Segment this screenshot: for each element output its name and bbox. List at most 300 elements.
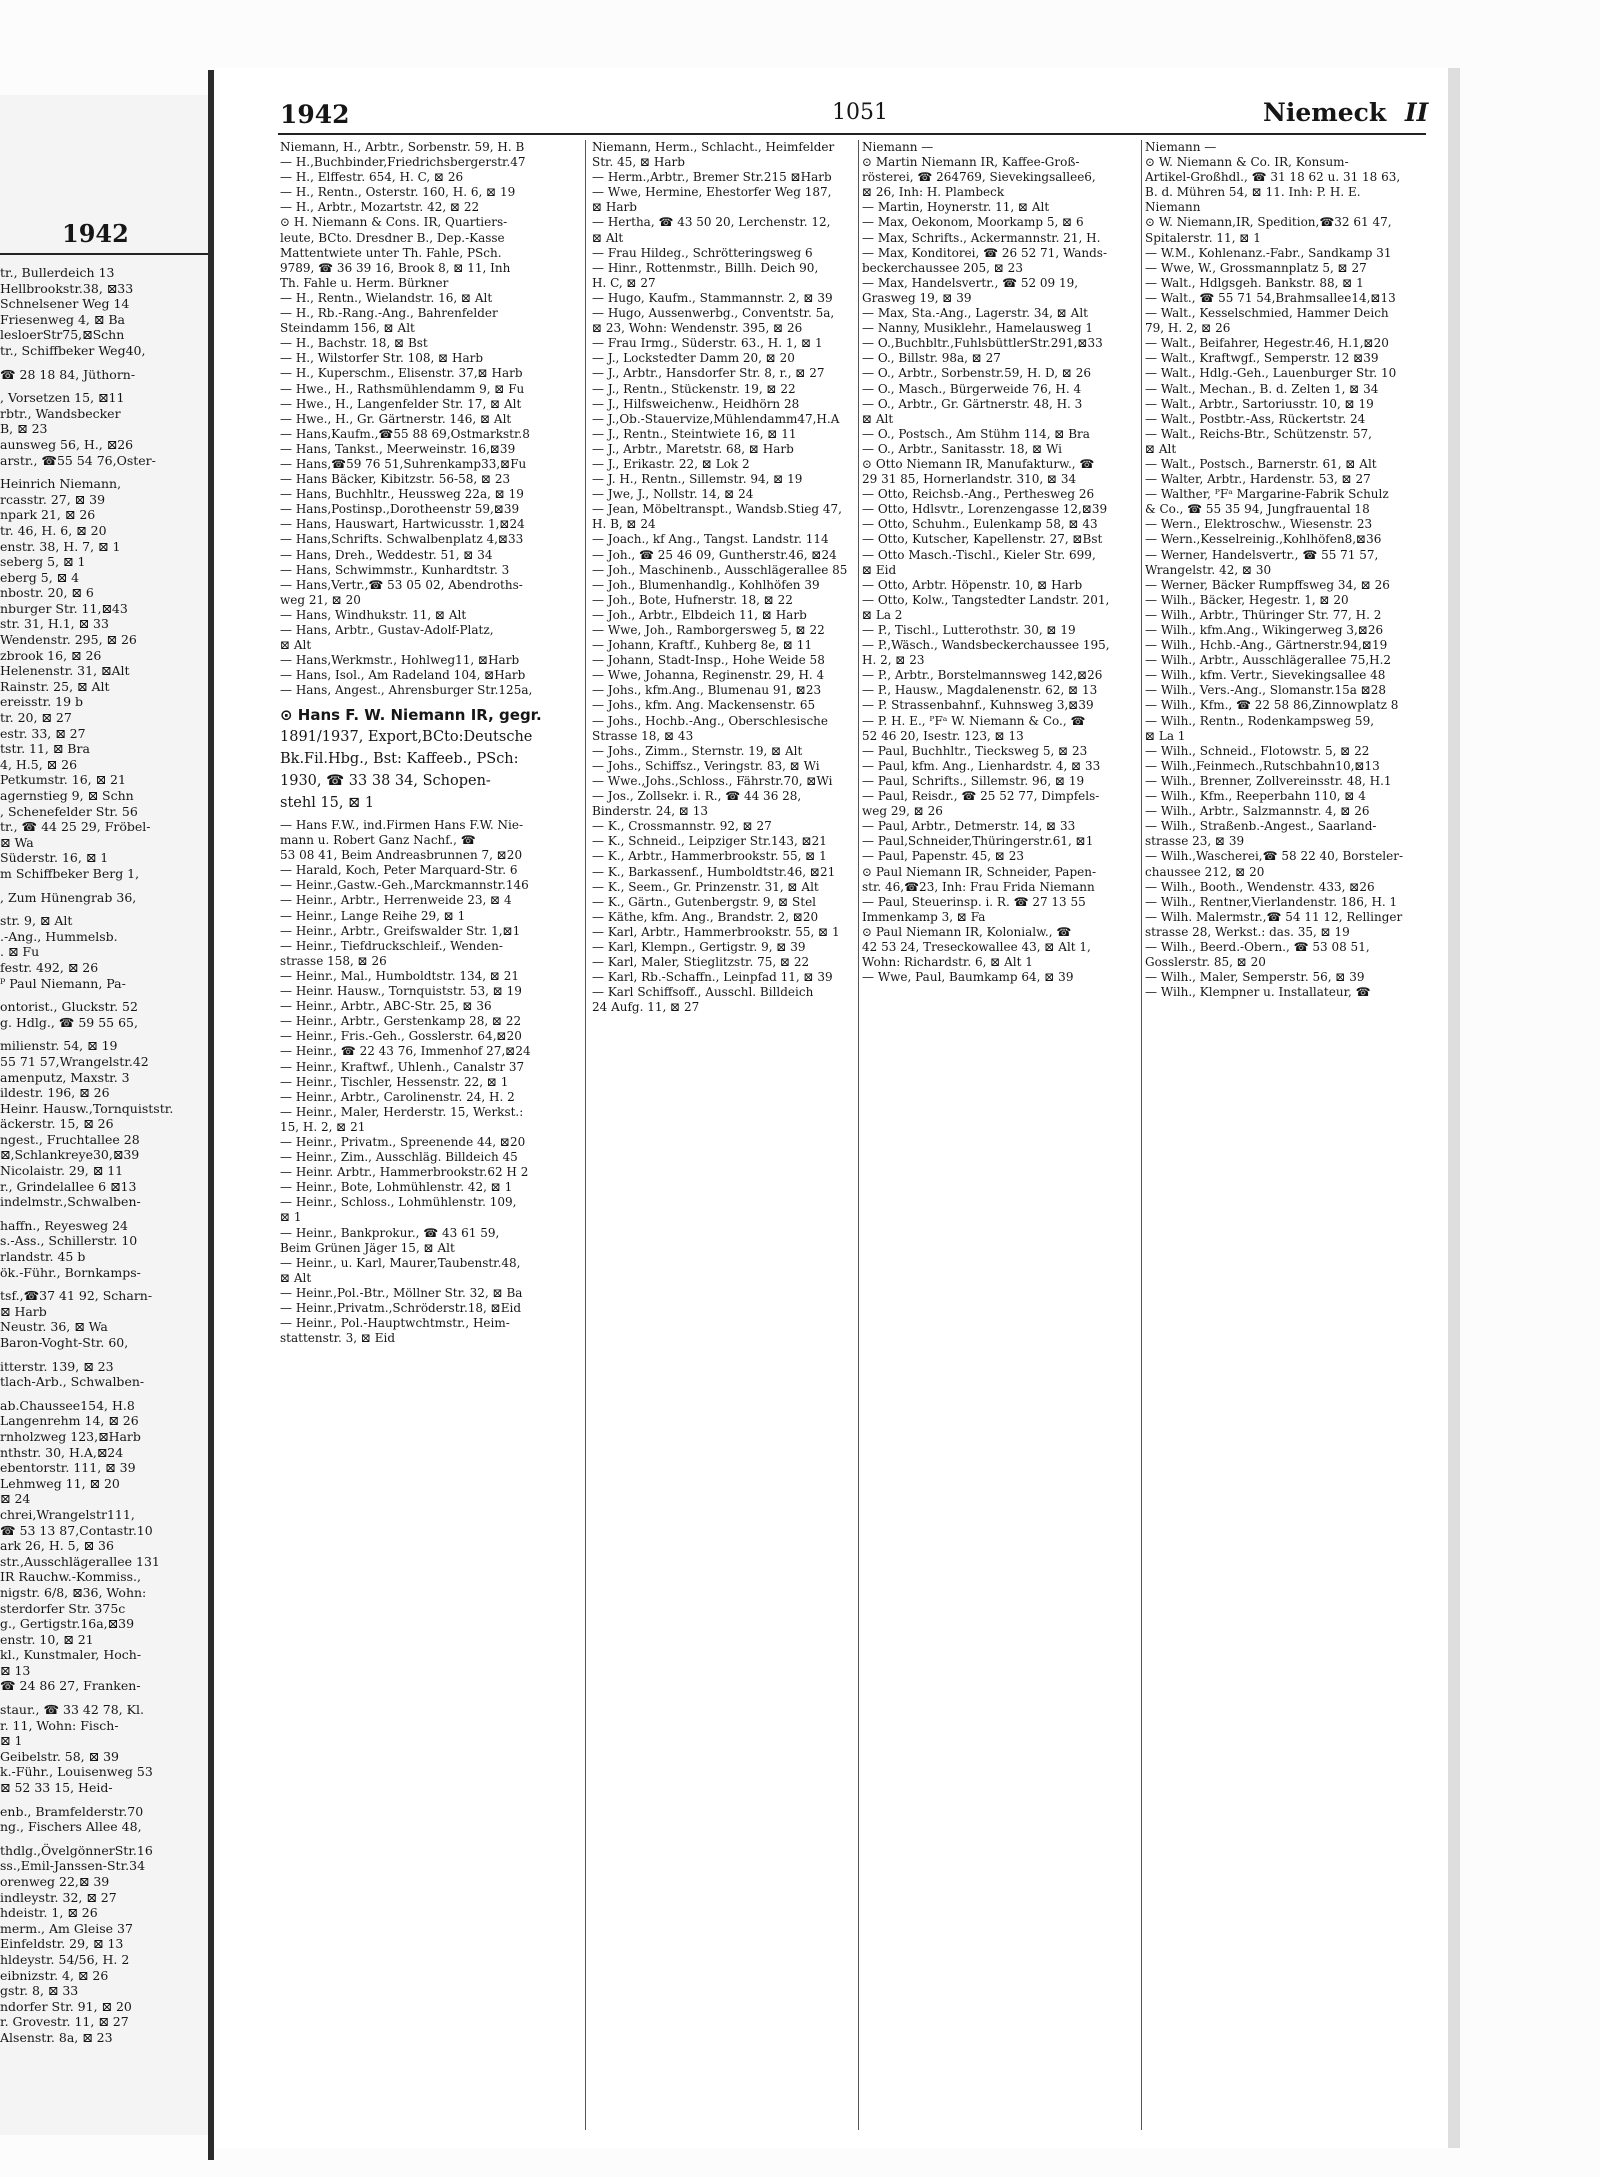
- directory-entry-line: g., Gertigstr.16a,⊠39: [0, 1616, 135, 1632]
- directory-entry-line: ⊠ Alt: [862, 411, 894, 426]
- directory-entry-line: — O., Arbtr., Sanitasstr. 18, ⊠ Wi: [862, 441, 1062, 456]
- directory-entry-line: — H., Rb.-Rang.-Ang., Bahrenfelder: [280, 306, 498, 321]
- directory-entry-line: — Hugo, Aussenwerbg., Conventstr. 5a,: [592, 306, 835, 321]
- directory-entry-line: — Hans, Isol., Am Radeland 104, ⊠Harb: [280, 668, 526, 683]
- directory-entry-line: — Hans F.W., ind.Firmen Hans F.W. Nie-: [280, 818, 524, 832]
- directory-entry-line: Mattentwiete unter Th. Fahle, PSch.: [280, 245, 502, 260]
- directory-entry-line: 42 53 24, Treseckowallee 43, ⊠ Alt 1,: [862, 939, 1091, 954]
- directory-entry-line: 4, H.5, ⊠ 26: [0, 756, 78, 772]
- directory-entry-line: — Frau Hildeg., Schrötteringsweg 6: [592, 245, 813, 260]
- directory-entry-line: — Max, Sta.-Ang., Lagerstr. 34, ⊠ Alt: [862, 306, 1089, 321]
- directory-entry-line: r. 11, Wohn: Fisch-: [0, 1717, 119, 1733]
- directory-entry-line: ndorfer Str. 91, ⊠ 20: [0, 1998, 132, 2014]
- directory-entry-line: ontorist., Gluckstr. 52: [0, 999, 138, 1015]
- directory-entry-line: — Karl, Klempn., Gertigstr. 9, ⊠ 39: [592, 939, 806, 954]
- directory-entry-line: — Wilh., Booth., Wendenstr. 433, ⊠26: [1145, 879, 1375, 894]
- directory-entry-line: , Vorsetzen 15, ⊠11: [0, 390, 125, 406]
- directory-entry-line: Wrangelstr. 42, ⊠ 30: [1145, 562, 1272, 577]
- directory-entry-line: 29 31 85, Hornerlandstr. 310, ⊠ 34: [862, 472, 1077, 487]
- directory-entry-line: — Wilh., Hchb.-Ang., Gärtnerstr.94,⊠19: [1145, 638, 1388, 653]
- directory-entry-line: eberg 5, ⊠ 4: [0, 569, 80, 585]
- directory-entry-line: indleystr. 32, ⊠ 27: [0, 1889, 117, 1905]
- directory-entry-line: beckerchaussee 205, ⊠ 23: [862, 260, 1023, 275]
- directory-entry-line: Wendenstr. 295, ⊠ 26: [0, 632, 137, 648]
- directory-entry-line: indelmstr.,Schwalben-: [0, 1194, 141, 1210]
- directory-entry-line: — Paul, Steuerinsp. i. R. ☎ 27 13 55: [862, 894, 1086, 909]
- directory-entry-line: — O., Arbtr., Gr. Gärtnerstr. 48, H. 3: [862, 396, 1083, 411]
- directory-entry-line: Wohn: Richardstr. 6, ⊠ Alt 1: [862, 955, 1033, 970]
- directory-entry-line: ⊙ W. Niemann,IR, Spedition,☎32 61 47,: [1145, 215, 1392, 230]
- directory-entry-line: enstr. 38, H. 7, ⊠ 1: [0, 538, 121, 554]
- running-head-roman: II: [1404, 98, 1429, 127]
- directory-entry-line: — Hans Bäcker, Kibitzstr. 56-58, ⊠ 23: [280, 472, 511, 487]
- directory-entry-line: — Hans,Werkmstr., Hohlweg11, ⊠Harb: [280, 653, 520, 668]
- directory-entry-line: Grasweg 19, ⊠ 39: [862, 290, 972, 305]
- directory-entry-line: H. 2, ⊠ 23: [862, 653, 925, 668]
- directory-entry-line: Niemann, Herm., Schlacht., Heimfelder: [592, 140, 835, 154]
- directory-entry-line: — Hwe., H., Gr. Gärtnerstr. 146, ⊠ Alt: [280, 411, 512, 426]
- directory-entry-line: 9789, ☎ 36 39 16, Brook 8, ⊠ 11, Inh: [280, 260, 511, 275]
- directory-entry-line: Niemann —: [862, 140, 934, 154]
- directory-entry-line: — Karl, Maler, Stieglitzstr. 75, ⊠ 22: [592, 955, 810, 970]
- directory-entry-line: — J. H., Rentn., Sillemstr. 94, ⊠ 19: [592, 472, 803, 487]
- directory-entry-line: 52 46 20, Isestr. 123, ⊠ 13: [862, 728, 1024, 743]
- directory-entry-line: [0, 359, 205, 367]
- directory-entry-line: eibnizstr. 4, ⊠ 26: [0, 1967, 109, 1983]
- directory-entry-line: ⊠ Wa: [0, 834, 34, 850]
- directory-entry-line: — Hans, Tankst., Meerweinstr. 16,⊠39: [280, 441, 516, 456]
- directory-entry-line: — W.M., Kohlenanz.-Fabr., Sandkamp 31: [1145, 245, 1392, 260]
- directory-entry-line: — Käthe, kfm. Ang., Brandstr. 2, ⊠20: [592, 909, 819, 924]
- directory-entry-line: — Jwe, J., Nollstr. 14, ⊠ 24: [592, 487, 754, 502]
- directory-entry-line: — Frau Irmg., Süderstr. 63., H. 1, ⊠ 1: [592, 336, 823, 351]
- directory-entry-line: leute, BCto. Dresdner B., Dep.-Kasse: [280, 230, 505, 245]
- directory-entry-line: — Wilh., Klempner u. Installateur, ☎: [1145, 985, 1371, 1000]
- directory-entry-line: — Walt., Postsch., Barnerstr. 61, ⊠ Alt: [1145, 456, 1377, 471]
- directory-entry-line: Artikel-Großhdl., ☎ 31 18 62 u. 31 18 63,: [1145, 170, 1401, 185]
- directory-entry-line: ebentorstr. 111, ⊠ 39: [0, 1460, 136, 1476]
- directory-entry-line: ss.,Emil-Janssen-Str.34: [0, 1858, 146, 1874]
- directory-entry-line: r. Grovestr. 11, ⊠ 27: [0, 2014, 129, 2030]
- directory-entry-line: — Heinr., Arbtr., Greifswalder Str. 1,⊠1: [280, 923, 521, 938]
- directory-entry-line: ök.-Führ., Bornkamps-: [0, 1264, 141, 1280]
- directory-entry-line: B. d. Mühren 54, ⊠ 11. Inh: P. H. E.: [1145, 185, 1361, 200]
- directory-entry-line: k.-Führ., Louisenweg 53: [0, 1764, 153, 1780]
- directory-entry-line: — Joh., ☎ 25 46 09, Guntherstr.46, ⊠24: [592, 547, 837, 562]
- directory-entry-line: — Wwe.,Johs.,Schloss., Fährstr.70, ⊠Wi: [592, 773, 833, 788]
- directory-entry-line: — J., Rentn., Stückenstr. 19, ⊠ 22: [592, 381, 796, 396]
- directory-entry-line: nthstr. 30, H.A,⊠24: [0, 1444, 124, 1460]
- directory-entry-line: staur., ☎ 33 42 78, Kl.: [0, 1702, 144, 1718]
- directory-entry-line: weg 29, ⊠ 26: [862, 804, 943, 819]
- directory-entry-line: — Heinr., Zim., Ausschläg. Billdeich 45: [280, 1150, 518, 1165]
- directory-entry-line: ⊙ Martin Niemann IR, Kaffee-Groß-: [862, 155, 1080, 170]
- directory-entry-line: amenputz, Maxstr. 3: [0, 1069, 130, 1085]
- directory-entry-line: [0, 991, 205, 999]
- directory-entry-line: — Heinr., Maler, Herderstr. 15, Werkst.:: [280, 1104, 524, 1119]
- directory-entry-line: — P. H. E., ᴾFᵃ W. Niemann & Co., ☎: [862, 713, 1086, 728]
- directory-entry-line: , Schenefelder Str. 56: [0, 803, 138, 819]
- directory-entry-line: ngest., Fruchtallee 28: [0, 1131, 140, 1147]
- book-gutter: [208, 70, 214, 2160]
- directory-entry-line: — Wwe, Hermine, Ehestorfer Weg 187,: [592, 185, 832, 200]
- directory-entry-line: tr., Schiffbeker Weg40,: [0, 342, 146, 358]
- directory-entry-line: ☎ 53 13 87,Contastr.10: [0, 1522, 153, 1538]
- directory-entry-line: — Walt., Beifahrer, Hegestr.46, H.1,⊠20: [1145, 336, 1389, 351]
- directory-entry-line: ⊙ Paul Niemann IR, Kolonialw., ☎: [862, 924, 1072, 939]
- directory-entry-line: ⊠,Schlankreye30,⊠39: [0, 1147, 140, 1163]
- directory-entry-line: Friesenweg 4, ⊠ Ba: [0, 311, 125, 327]
- directory-entry-line: tr. 46, H. 6, ⊠ 20: [0, 522, 107, 538]
- page-number: 1051: [832, 100, 888, 125]
- directory-entry-line: sterdorfer Str. 375c: [0, 1600, 126, 1616]
- directory-entry-line: ⊠ La 2: [862, 607, 903, 622]
- directory-entry-line: — Walt., Hdlg.-Geh., Lauenburger Str. 10: [1145, 366, 1397, 381]
- directory-entry-line: g. Hdlg., ☎ 59 55 65,: [0, 1014, 138, 1030]
- directory-entry-line: hdeistr. 1, ⊠ 26: [0, 1905, 98, 1921]
- directory-entry-line: ark 26, H. 5, ⊠ 36: [0, 1538, 114, 1554]
- directory-entry-line: zbrook 16, ⊠ 26: [0, 647, 102, 663]
- directory-entry-line: tsf.,☎37 41 92, Scharn-: [0, 1288, 153, 1304]
- directory-entry-line: merm., Am Gleise 37: [0, 1920, 133, 1936]
- directory-entry-line: 55 71 57,Wrangelstr.42: [0, 1053, 149, 1069]
- directory-entry-line: H. B, ⊠ 24: [592, 517, 656, 532]
- directory-entry-line: arstr., ☎55 54 76,Oster-: [0, 452, 156, 468]
- directory-entry-line: Str. 45, ⊠ Harb: [592, 155, 685, 170]
- directory-entry-line: enstr. 10, ⊠ 21: [0, 1631, 94, 1647]
- directory-entry-line: — Heinr., Lange Reihe 29, ⊠ 1: [280, 908, 466, 923]
- directory-entry-line: — Johann, Stadt-Insp., Hohe Weide 58: [592, 653, 825, 668]
- directory-entry-line: [0, 1030, 205, 1038]
- directory-entry-line: — Paul,Schneider,Thüringerstr.61, ⊠1: [862, 834, 1094, 849]
- directory-entry-line: ☎ 24 86 27, Franken-: [0, 1678, 141, 1694]
- directory-entry-line: [0, 1694, 205, 1702]
- directory-entry-line: — Wwe, W., Grossmannplatz 5, ⊠ 27: [1145, 260, 1367, 275]
- directory-entry-line: Beim Grünen Jäger 15, ⊠ Alt: [280, 1240, 455, 1255]
- directory-entry-line: — H., Arbtr., Mozartstr. 42, ⊠ 22: [280, 200, 480, 215]
- directory-entry-line: orenweg 22,⊠ 39: [0, 1874, 110, 1889]
- directory-entry-line: ⊠ 24: [0, 1491, 31, 1507]
- directory-entry-line: Neustr. 36, ⊠ Wa: [0, 1319, 108, 1335]
- directory-entry-line: ⊠ La 1: [1145, 728, 1186, 743]
- directory-entry-line: enb., Bramfelderstr.70: [0, 1803, 144, 1819]
- directory-entry-line: & Co., ☎ 55 35 94, Jungfrauental 18: [1145, 502, 1370, 517]
- directory-entry-line: — Wilh., Maler, Semperstr. 56, ⊠ 39: [1145, 970, 1365, 985]
- directory-entry-line: Immenkamp 3, ⊠ Fa: [862, 909, 986, 924]
- directory-entry-line: Schnelsener Weg 14: [0, 296, 130, 312]
- directory-entry-line: — Jos., Zollsekr. i. R., ☎ 44 36 28,: [592, 789, 802, 804]
- directory-entry-line: estr. 33, ⊠ 27: [0, 725, 86, 741]
- directory-entry-line: Alsenstr. 8a, ⊠ 23: [0, 2029, 113, 2045]
- directory-entry-line: tr. 20, ⊠ 27: [0, 710, 72, 726]
- directory-entry-line: strasse 23, ⊠ 39: [1145, 834, 1245, 849]
- directory-entry-line: lesloerStr75,⊠Schn: [0, 327, 125, 343]
- directory-entry-line: — Max, Oekonom, Moorkamp 5, ⊠ 6: [862, 215, 1084, 230]
- directory-entry-line: Langenrehm 14, ⊠ 26: [0, 1413, 139, 1429]
- directory-entry-line: — Heinr., ☎ 22 43 76, Immenhof 27,⊠24: [280, 1044, 531, 1059]
- directory-entry-line: — K., Arbtr., Hammerbrookstr. 55, ⊠ 1: [592, 849, 827, 864]
- directory-entry-line: npark 21, ⊠ 26: [0, 507, 96, 523]
- directory-entry-line: — Paul, kfm. Ang., Lienhardstr. 4, ⊠ 33: [862, 758, 1101, 773]
- directory-entry-line: ng., Fischers Allee 48,: [0, 1819, 142, 1835]
- directory-entry-line: — Joh., Blumenhandlg., Kohlhöfen 39: [592, 577, 820, 592]
- directory-entry-line: — Hans,☎59 76 51,Suhrenkamp33,⊠Fu: [280, 456, 527, 471]
- directory-entry-line: — Hwe., H., Rathsmühlendamm 9, ⊠ Fu: [280, 381, 525, 396]
- directory-entry-line: — Heinr., Privatm., Spreenende 44, ⊠20: [280, 1134, 526, 1149]
- directory-entry-line: — O., Arbtr., Sorbenstr.59, H. D, ⊠ 26: [862, 366, 1092, 381]
- directory-entry-line: [0, 468, 205, 476]
- directory-entry-line: rcasstr. 27, ⊠ 39: [0, 491, 106, 507]
- directory-entry-line: chaussee 212, ⊠ 20: [1145, 864, 1265, 879]
- directory-entry-line: stehl 15, ⊠ 1: [280, 795, 375, 811]
- directory-entry-line: str. 31, H.1, ⊠ 33: [0, 616, 109, 632]
- directory-entry-line: ⊙ W. Niemann & Co. IR, Konsum-: [1145, 155, 1349, 170]
- directory-entry-line: 1891/1937, Export,BCto:Deutsche: [280, 729, 533, 745]
- directory-entry-line: — Wilh., Schneid., Flotowstr. 5, ⊠ 22: [1145, 743, 1370, 758]
- header-rule: [278, 133, 1426, 135]
- directory-entry-line: — Hans, Dreh., Weddestr. 51, ⊠ 34: [280, 547, 493, 562]
- directory-entry-line: — Wern., Elektroschw., Wiesenstr. 23: [1145, 517, 1373, 532]
- directory-entry-line: — Walther, ᴾFᵃ Margarine-Fabrik Schulz: [1145, 487, 1389, 502]
- directory-column-1: [280, 140, 570, 700]
- directory-entry-line: — Max, Handelsvertr., ☎ 52 09 19,: [862, 275, 1079, 290]
- directory-entry-line: str.,Ausschlägerallee 131: [0, 1553, 160, 1569]
- directory-column-3: [862, 140, 1148, 2130]
- directory-entry-line: [0, 1280, 205, 1288]
- directory-entry-line: — Wilh., kfm.Ang., Wikingerweg 3,⊠26: [1145, 623, 1384, 637]
- directory-entry-line: — Wern.,Kesselreinig.,Kohlhöfen8,⊠36: [1145, 532, 1382, 547]
- directory-entry-line: — P., Hausw., Magdalenenstr. 62, ⊠ 13: [862, 683, 1098, 698]
- directory-entry-line: — P.,Wäsch., Wandsbeckerchaussee 195,: [862, 638, 1110, 653]
- directory-entry-line: str. 9, ⊠ Alt: [0, 913, 73, 929]
- directory-column-4: [1145, 140, 1430, 2130]
- directory-entry-line: — H.,Buchbinder,Friedrichsbergerstr.47: [280, 155, 526, 170]
- directory-entry-line: — Heinr.,Pol.-Btr., Möllner Str. 32, ⊠ Ba: [280, 1285, 523, 1300]
- directory-entry-line: ⊠ 1: [280, 1210, 302, 1225]
- directory-entry-line: — Wilh., Rentner,Vierlandenstr. 186, H. 1: [1145, 894, 1398, 909]
- directory-entry-line: — Heinr., u. Karl, Maurer,Taubenstr.48,: [280, 1255, 521, 1270]
- directory-entry-line: — H., Kuperschm., Elisenstr. 37,⊠ Harb: [280, 366, 523, 381]
- directory-entry-line: — Wilh., Bäcker, Hegestr. 1, ⊠ 20: [1145, 592, 1349, 607]
- directory-entry-line: — Wilh., Kfm., Reeperbahn 110, ⊠ 4: [1145, 789, 1366, 804]
- directory-entry-line: — Joh., Arbtr., Elbdeich 11, ⊠ Harb: [592, 607, 807, 622]
- directory-entry-line: — Hugo, Kaufm., Stammannstr. 2, ⊠ 39: [592, 290, 833, 305]
- directory-entry-line: Steindamm 156, ⊠ Alt: [280, 321, 415, 336]
- directory-entry-line: Baron-Voght-Str. 60,: [0, 1335, 129, 1350]
- running-head-name: Niemeck: [1263, 98, 1387, 127]
- directory-entry-line: — Wwe, Johanna, Reginenstr. 29, H. 4: [592, 668, 825, 683]
- directory-entry-line: ⊠ Harb: [0, 1303, 47, 1319]
- directory-entry-line: — Hertha, ☎ 43 50 20, Lerchenstr. 12,: [592, 215, 831, 230]
- directory-entry-line: nigstr. 6/8, ⊠36, Wohn:: [0, 1584, 147, 1600]
- directory-entry-line: — Heinr.,Privatm.,Schröderstr.18, ⊠Eid: [280, 1301, 522, 1315]
- directory-entry-line: ⊠ 23, Wohn: Wendenstr. 395, ⊠ 26: [592, 321, 803, 336]
- directory-entry-line: ⊠ Alt: [280, 638, 312, 653]
- directory-entry-line: — Otto, Arbtr. Höpenstr. 10, ⊠ Harb: [862, 577, 1083, 592]
- directory-entry-line: Hellbrookstr.38, ⊠33: [0, 280, 134, 296]
- directory-entry-line: — H., Bachstr. 18, ⊠ Bst: [280, 336, 428, 351]
- directory-entry-line: ⊙ Otto Niemann IR, Manufakturw., ☎: [862, 456, 1095, 471]
- directory-entry-line: — Heinr.,Gastw.-Geh.,Marckmannstr.146: [280, 878, 529, 893]
- directory-entry-line: — H., Rentn., Wielandstr. 16, ⊠ Alt: [280, 290, 493, 305]
- directory-entry-line: — Hans,Vertr.,☎ 53 05 02, Abendroths-: [280, 577, 523, 592]
- directory-entry-line: Geibelstr. 58, ⊠ 39: [0, 1748, 119, 1764]
- page-year: 1942: [280, 100, 350, 129]
- directory-entry-line: — Harald, Koch, Peter Marquard-Str. 6: [280, 863, 518, 878]
- directory-entry-line: — Joach., kf Ang., Tangst. Landstr. 114: [592, 532, 829, 547]
- directory-entry-line: 15, H. 2, ⊠ 21: [280, 1119, 366, 1134]
- directory-entry-line: hldeystr. 54/56, H. 2: [0, 1951, 130, 1967]
- directory-entry-line: — Heinr., Arbtr., ABC-Str. 25, ⊠ 36: [280, 999, 492, 1014]
- directory-entry-line: Th. Fahle u. Herm. Bürkner: [280, 275, 449, 290]
- directory-entry-line: Strasse 18, ⊠ 43: [592, 728, 694, 743]
- column-rule-1: [585, 140, 586, 2130]
- directory-entry-line: [0, 1390, 205, 1398]
- directory-entry-line: — Walt., Arbtr., Sartoriusstr. 10, ⊠ 19: [1145, 396, 1374, 411]
- directory-entry-line: — Wilh., Kfm., ☎ 22 58 86,Zinnowplatz 8: [1145, 698, 1399, 713]
- directory-entry-line: — Hans, Schwimmstr., Kunhardtstr. 3: [280, 562, 510, 577]
- directory-entry-line: — Heinr., Arbtr., Gerstenkamp 28, ⊠ 22: [280, 1014, 522, 1029]
- directory-entry-line: [0, 1210, 205, 1218]
- directory-entry-line: — J., Hilfsweichenw., Heidhörn 28: [592, 396, 800, 411]
- directory-entry-line: — Hans,Schrifts. Schwalbenplatz 4,⊠33: [280, 532, 524, 547]
- directory-entry-line: — Walt., Kraftwgf., Semperstr. 12 ⊠39: [1145, 351, 1379, 366]
- page-edge-shadow: [1448, 68, 1460, 2148]
- directory-entry-line: — K., Gärtn., Gutenbergstr. 9, ⊠ Stel: [592, 894, 817, 909]
- directory-entry-line: weg 21, ⊠ 20: [280, 592, 361, 607]
- directory-entry-line: — H., Rentn., Osterstr. 160, H. 6, ⊠ 19: [280, 185, 516, 200]
- directory-entry-line: — Nanny, Musiklehr., Hamelausweg 1: [862, 321, 1094, 336]
- directory-entry-line: — Heinr., Fris.-Geh., Gosslerstr. 64,⊠20: [280, 1029, 522, 1044]
- left-page-rule: [0, 253, 209, 255]
- directory-entry-line: — Walt., Mechan., B. d. Zelten 1, ⊠ 34: [1145, 381, 1379, 396]
- directory-entry-line: .-Ang., Hummelsb.: [0, 928, 118, 944]
- directory-entry-line: — Heinr., Bote, Lohmühlenstr. 42, ⊠ 1: [280, 1180, 513, 1195]
- directory-entry-line: — Heinr., Mal., Humboldtstr. 134, ⊠ 21: [280, 968, 520, 983]
- directory-entry-line: — K., Seem., Gr. Prinzenstr. 31, ⊠ Alt: [592, 879, 819, 894]
- directory-entry-line: — Otto, Hdlsvtr., Lorenzengasse 12,⊠39: [862, 502, 1108, 517]
- directory-entry-line: äckerstr. 15, ⊠ 26: [0, 1116, 114, 1132]
- directory-entry-line: — Wwe, Paul, Baumkamp 64, ⊠ 39: [862, 970, 1074, 985]
- directory-entry-line: rösterei, ☎ 264769, Sievekingsallee6,: [862, 170, 1096, 185]
- directory-entry-line: — Paul, Papenstr. 45, ⊠ 23: [862, 849, 1024, 864]
- directory-entry-line: — O., Masch., Bürgerweide 76, H. 4: [862, 381, 1082, 396]
- directory-entry-line: — Jean, Möbeltranspt., Wandsb.Stieg 47,: [592, 502, 842, 517]
- directory-entry-line: [280, 698, 570, 700]
- directory-entry-line: Binderstr. 24, ⊠ 13: [592, 804, 708, 819]
- directory-entry-line: ereisstr. 19 b: [0, 694, 84, 710]
- directory-entry-line: Spitalerstr. 11, ⊠ 1: [1145, 230, 1261, 245]
- directory-entry-line: ᴾ Paul Niemann, Pa-: [0, 975, 126, 991]
- directory-entry-line: — Wilh., Arbtr., Thüringer Str. 77, H. 2: [1145, 607, 1382, 622]
- highlighted-entry: [280, 704, 570, 814]
- directory-entry-line: — Max, Konditorei, ☎ 26 52 71, Wands-: [862, 245, 1108, 260]
- directory-entry-line: — Hans, Hauswart, Hartwicusstr. 1,⊠24: [280, 517, 525, 532]
- directory-entry-line: m Schiffbeker Berg 1,: [0, 865, 140, 881]
- directory-entry-line: Heinrich Niemann,: [0, 476, 122, 492]
- directory-entry-line: — J.,Ob.-Stauervize,Mühlendamm47,H.A: [592, 411, 840, 426]
- directory-entry-line: — J., Lockstedter Damm 20, ⊠ 20: [592, 351, 795, 366]
- directory-entry-line: — Hans,Postinsp.,Dorotheenstr 59,⊠39: [280, 502, 520, 517]
- directory-entry-line: [0, 882, 205, 890]
- directory-entry-line: H. C, ⊠ 27: [592, 275, 656, 290]
- directory-entry-line: — Walt., Kesselschmied, Hammer Deich: [1145, 306, 1389, 321]
- directory-entry-line: Helenenstr. 31, ⊠Alt: [0, 663, 130, 679]
- directory-entry-line: — Heinr., Schloss., Lohmühlenstr. 109,: [280, 1195, 517, 1210]
- directory-entry-line: — Walt., Reichs-Btr., Schützenstr. 57,: [1145, 426, 1372, 441]
- directory-entry-line: — Joh., Bote, Hufnerstr. 18, ⊠ 22: [592, 592, 793, 607]
- directory-entry-line: — O., Billstr. 98a, ⊠ 27: [862, 351, 1001, 366]
- directory-entry-line: — Walt., Postbtr.-Ass, Rückertstr. 24: [1145, 411, 1366, 426]
- directory-entry-line: Süderstr. 16, ⊠ 1: [0, 850, 109, 866]
- directory-entry-line: — O., Postsch., Am Stühm 114, ⊠ Bra: [862, 426, 1090, 441]
- directory-entry-line: — Wilh. Malermstr.,☎ 54 11 12, Rellinger: [1145, 909, 1403, 924]
- directory-entry-line: — Heinr., Bankprokur., ☎ 43 61 59,: [280, 1225, 500, 1240]
- directory-entry-line: Niemann: [1145, 200, 1201, 215]
- directory-entry-line: [0, 1351, 205, 1359]
- directory-entry-line: tstr. 11, ⊠ Bra: [0, 741, 90, 757]
- directory-column-1-continued: [280, 818, 570, 2118]
- directory-entry-line: — Heinr. Arbtr., Hammerbrookstr.62 H 2: [280, 1165, 529, 1180]
- directory-entry-line: Nicolaistr. 29, ⊠ 11: [0, 1163, 124, 1179]
- directory-entry-line: — Karl, Arbtr., Hammerbrookstr. 55, ⊠ 1: [592, 924, 840, 939]
- directory-entry-line: — Johann, Kraftf., Kuhberg 8e, ⊠ 11: [592, 638, 813, 653]
- directory-entry-line: 53 08 41, Beim Andreasbrunnen 7, ⊠20: [280, 848, 523, 863]
- left-page-edge: [0, 95, 209, 2135]
- directory-entry-line: — Otto, Reichsb.-Ang., Perthesweg 26: [862, 487, 1095, 502]
- directory-entry-line: 24 Aufg. 11, ⊠ 27: [592, 1000, 700, 1015]
- directory-entry-line: ☎ 28 18 84, Jüthorn-: [0, 366, 136, 382]
- directory-entry-line: — Hans, Arbtr., Gustav-Adolf-Platz,: [280, 623, 494, 637]
- directory-entry-line: — O.,Buchbltr.,FuhlsbüttlerStr.291,⊠33: [862, 336, 1103, 351]
- directory-entry-line: , Zum Hünengrab 36,: [0, 889, 137, 905]
- directory-entry-line: Bk.Fil.Hbg., Bst: Kaffeeb., PSch:: [280, 751, 519, 767]
- running-head: [1263, 98, 1428, 127]
- directory-entry-line: — Wilh., Vers.-Ang., Slomanstr.15a ⊠28: [1145, 683, 1387, 698]
- directory-entry-line: ⊠ Alt: [1145, 441, 1177, 456]
- left-page-year: 1942: [62, 219, 129, 248]
- directory-entry-line: — Hans, Buchhltr., Heussweg 22a, ⊠ 19: [280, 487, 524, 502]
- directory-entry-line: — Heinr., Arbtr., Carolinenstr. 24, H. 2: [280, 1089, 515, 1104]
- directory-entry-line: [0, 382, 205, 390]
- directory-entry-line: — Martin, Hoynerstr. 11, ⊠ Alt: [862, 200, 1050, 215]
- directory-entry-line: — Johs., kfm.Ang., Blumenau 91, ⊠23: [592, 683, 822, 698]
- directory-entry-line: — Werner, Handelsvertr., ☎ 55 71 57,: [1145, 547, 1379, 562]
- directory-entry-line: — Johs., Zimm., Sternstr. 19, ⊠ Alt: [592, 743, 803, 758]
- directory-entry-line: — Wilh., Brenner, Zollvereinsstr. 48, H.1: [1145, 773, 1392, 788]
- directory-entry-line: — Hans,Kaufm.,☎55 88 69,Ostmarkstr.8: [280, 426, 530, 441]
- directory-entry-line: strasse 158, ⊠ 26: [280, 953, 387, 968]
- directory-entry-line: — Hwe., H., Langenfelder Str. 17, ⊠ Alt: [280, 396, 522, 411]
- directory-entry-line: — P., Tischl., Lutterothstr. 30, ⊠ 19: [862, 623, 1076, 637]
- directory-entry-line: — Wilh., kfm. Vertr., Sievekingsallee 48: [1145, 668, 1386, 683]
- directory-entry-line: B, ⊠ 23: [0, 421, 48, 437]
- directory-entry-line: — J., Erikastr. 22, ⊠ Lok 2: [592, 456, 750, 471]
- directory-entry-line: gstr. 8, ⊠ 33: [0, 1983, 79, 1999]
- directory-entry-line: — Karl, Rb.-Schaffn., Leinpfad 11, ⊠ 39: [592, 970, 833, 985]
- directory-entry-line: — Joh., Maschinenb., Ausschlägerallee 85: [592, 562, 848, 577]
- directory-entry-line: tlach-Arb., Schwalben-: [0, 1374, 145, 1390]
- directory-entry-line: — Max, Schrifts., Ackermannstr. 21, H.: [862, 230, 1101, 245]
- directory-entry-line: ⊠ Alt: [280, 1270, 312, 1285]
- directory-entry-line: — P. Strassenbahnf., Kuhnsweg 3,⊠39: [862, 698, 1094, 713]
- directory-entry-line: kl., Kunstmaler, Hoch-: [0, 1647, 142, 1663]
- directory-entry-line: — Wilh., Beerd.-Obern., ☎ 53 08 51,: [1145, 939, 1370, 954]
- directory-entry-line: tr., Bullerdeich 13: [0, 265, 115, 280]
- directory-entry-line: r., Grindelallee 6 ⊠13: [0, 1178, 137, 1194]
- directory-entry-line: — Johs., Schiffsz., Veringstr. 83, ⊠ Wi: [592, 758, 820, 773]
- directory-entry-line: [0, 905, 205, 913]
